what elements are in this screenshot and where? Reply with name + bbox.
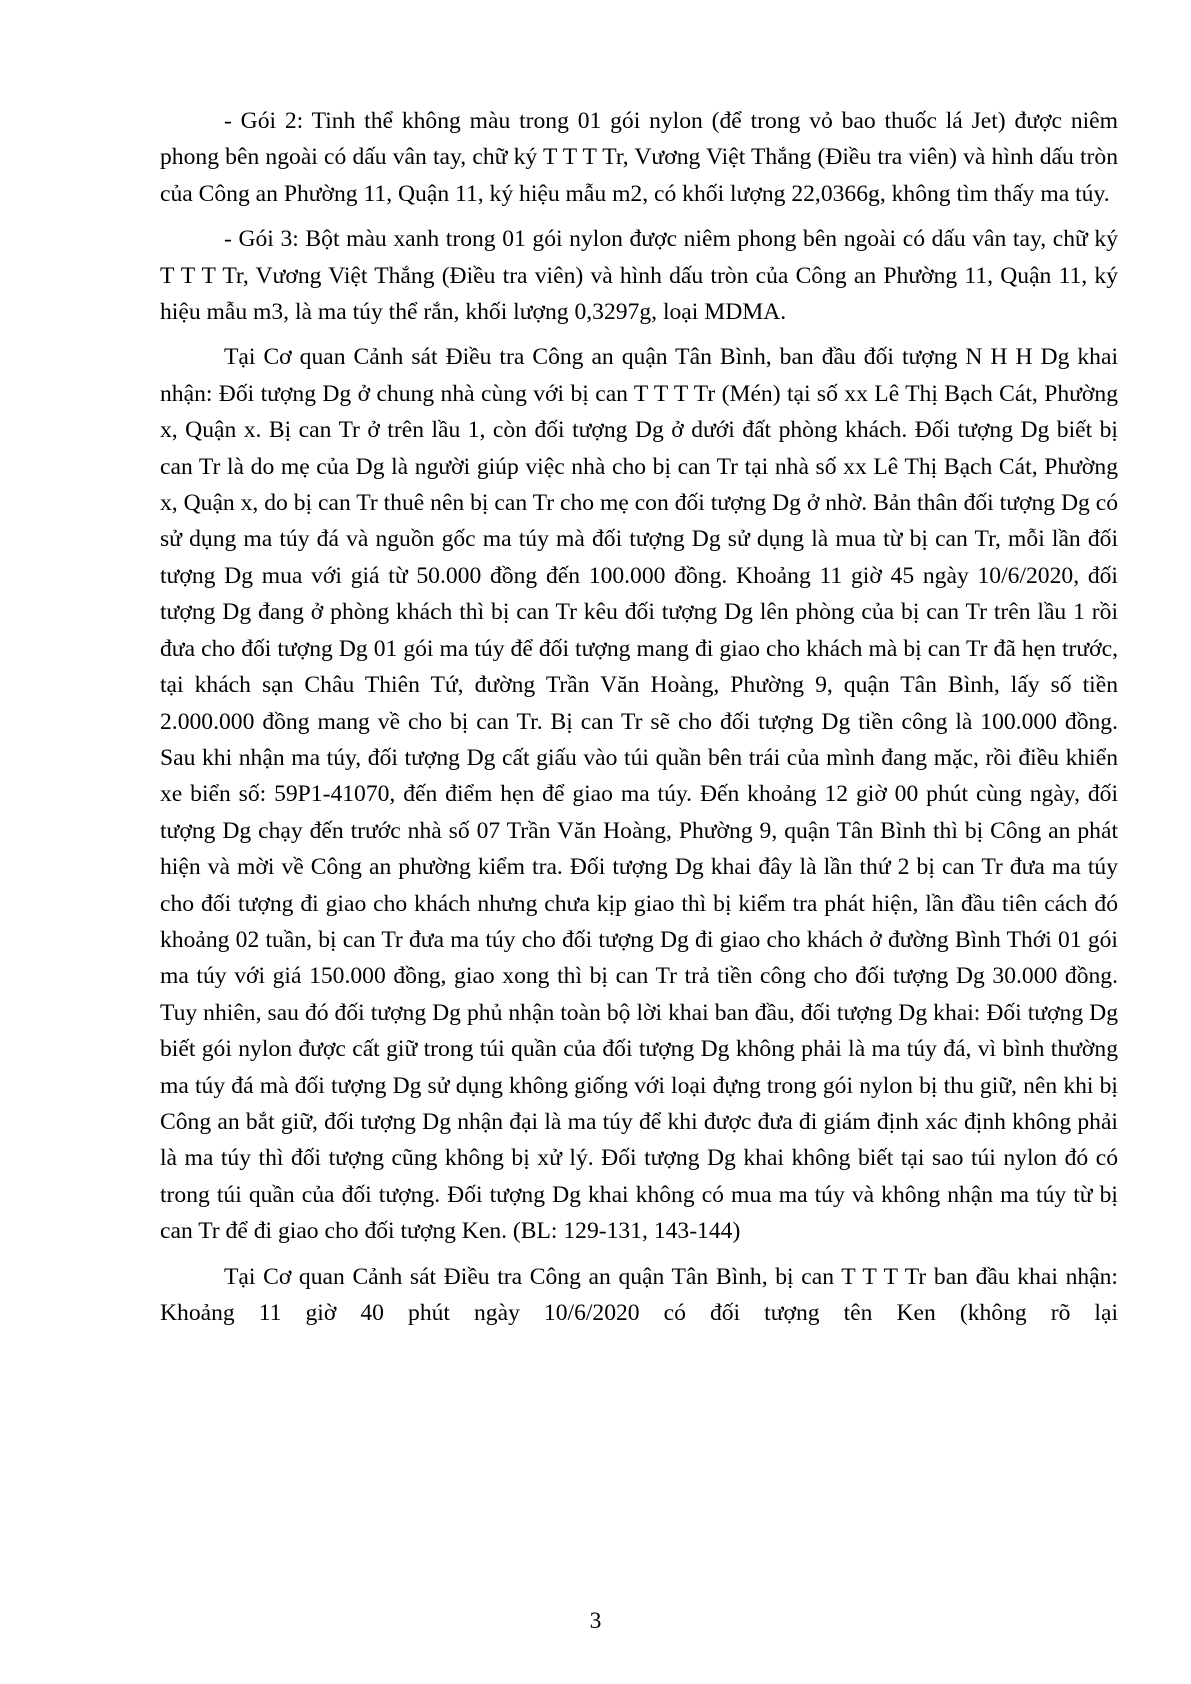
document-body — [160, 103, 1118, 1340]
paragraph-goi-3: - Gói 3: Bột màu xanh trong 01 gói nylon được niêm phong bên ngoài có dấu vân tay, chữ ký T T T Tr, Vương Việt Thắng (Điều tra viên) và hình dấu tròn của Công an Phường 11, Quận 11, ký hiệu mẫu m3, là ma túy thể rắn, khối lượng 0,3297g, loại MDMA. — [160, 226, 1118, 326]
paragraph-tr-statement: Tại Cơ quan Cảnh sát Điều tra Công an quận Tân Bình, bị can T T T Tr ban đầu khai nhận: Khoảng 11 giờ 40 phút ngày 10/6/2020 có đối tượng tên Ken (không rõ lại — [160, 1263, 1118, 1326]
page-number: 3 — [589, 1608, 602, 1634]
paragraph-goi-2: - Gói 2: Tinh thể không màu trong 01 gói nylon (để trong vỏ bao thuốc lá Jet) được niêm phong bên ngoài có dấu vân tay, chữ ký T T T Tr, Vương Việt Thắng (Điều tra viên) và hình dấu tròn của Công an Phường 11, Quận 11, ký hiệu mẫu m2, có khối lượng 22,0366g, không tìm thấy ma túy. — [160, 108, 1118, 207]
paragraph-dg-statement: Tại Cơ quan Cảnh sát Điều tra Công an quận Tân Bình, ban đầu đối tượng N H H Dg khai nhận: Đối tượng Dg ở chung nhà cùng với bị can T T T Tr (Mén) tại số xx Lê Thị Bạch Cát, Phường x, Quận x. Bị can Tr ở trên lầu 1, còn đối tượng Dg ở dưới đất phòng khách. Đối tượng Dg biết bị can Tr là do mẹ của Dg là người giúp việc nhà cho bị can Tr tại nhà số xx Lê Thị Bạch Cát, Phường x, Quận x, do bị can Tr thuê nên bị can Tr cho mẹ con đối tượng Dg ở nhờ. Bản thân đối tượng Dg có sử dụng ma túy đá và nguồn gốc ma túy mà đối tượng Dg sử dụng là mua từ bị can Tr, mỗi lần đối tượng Dg mua với giá từ 50.000 đồng đến 100.000 đồng. Khoảng 11 giờ 45 ngày 10/6/2020, đối tượng Dg đang ở phòng khách thì bị can Tr kêu đối tượng Dg lên phòng của bị can Tr trên lầu 1 rồi đưa cho đối tượng Dg 01 gói ma túy để đối tượng mang đi giao cho khách mà bị can Tr đã hẹn trước, tại khách sạn Châu Thiên Tứ, đường Trần Văn Hoàng, Phường 9, quận Tân Bình, lấy số tiền 2.000.000 đồng mang về cho bị can Tr. Bị can Tr sẽ cho đối tượng Dg tiền công là 100.000 đồng. Sau khi nhận ma túy, đối tượng Dg cất giấu vào túi quần bên trái của mình đang mặc, rồi điều khiển xe biển số: 59P1-41070, đến điểm hẹn để giao ma túy. Đến khoảng 12 giờ 00 phút cùng ngày, đối tượng Dg chạy đến trước nhà số 07 Trần Văn Hoàng, Phường 9, quận Tân Bình thì bị Công an phát hiện và mời về Công an phường kiểm tra. Đối tượng Dg khai đây là lần thứ 2 bị can Tr đưa ma túy cho đối tượng đi giao cho khách nhưng chưa kịp giao thì bị kiểm tra phát hiện, lần đầu tiên cách đó khoảng 02 tuần, bị can Tr đưa ma túy cho đối tượng Dg đi giao cho khách ở đường Bình Thới 01 gói ma túy với giá 150.000 đồng, giao xong thì bị can Tr trả tiền công cho đối tượng Dg 30.000 đồng. Tuy nhiên, sau đó đối tượng Dg phủ nhận toàn bộ lời khai ban đầu, đối tượng Dg khai: Đối tượng Dg biết gói nylon được cất giữ trong túi quần của đối tượng Dg không phải là ma túy đá, vì bình thường ma túy đá mà đối tượng Dg sử dụng không giống với loại đựng trong gói nylon bị thu giữ, nên khi bị Công an bắt giữ, đối tượng Dg nhận đại là ma túy để khi được đưa đi giám định xác định không phải là ma túy thì đối tượng cũng không bị xử lý. Đối tượng Dg khai không biết tại sao túi nylon đó có trong túi quần của đối tượng. Đối tượng Dg khai không có mua ma túy và không nhận ma túy từ bị can Tr để đi giao cho đối tượng Ken. (BL: 129-131, 143-144) — [160, 344, 1118, 1245]
